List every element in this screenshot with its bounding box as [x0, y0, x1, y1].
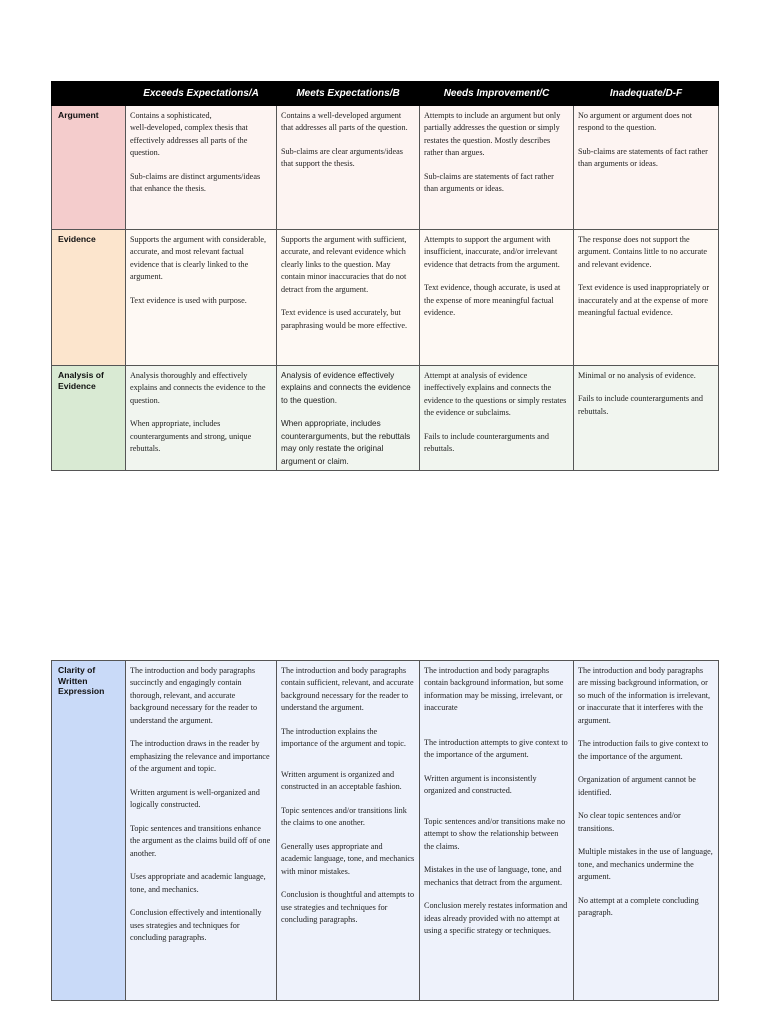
cell-analysis-inadequate: Minimal or no analysis of evidence. Fails to include counterarguments and rebuttals.: [574, 366, 719, 471]
header-exceeds: Exceeds Expectations/A: [126, 82, 277, 106]
cell-evidence-meets: Supports the argument with sufficient, accurate, and relevant evidence which clearly links to the question. May contain minor inaccuracies that do not detract from the argument. Text evidence is used accurately, but paraphrasing would be more effective.: [277, 230, 420, 366]
cell-argument-needs: Attempts to include an argument but only partially addresses the question or simply restates the question. Mostly describes rather than argues. Sub-claims are statements of fact rather than arguments or ideas.: [420, 106, 574, 230]
cell-analysis-meets: Analysis of evidence effectively explains and connects the evidence to the question. When appropriate, includes counterarguments, but the rebuttals may only restate the original argument or claim.: [277, 366, 420, 471]
header-row: [52, 82, 719, 106]
row-evidence: [52, 230, 719, 366]
row-label-clarity: Clarity of Written Expression: [52, 661, 126, 1001]
row-label-evidence: Evidence: [52, 230, 126, 366]
row-argument: [52, 106, 719, 230]
row-clarity: [52, 661, 719, 1001]
cell-analysis-exceeds: Analysis thoroughly and effectively explains and connects the evidence to the question. When appropriate, includes counterarguments and strong, unique rebuttals.: [126, 366, 277, 471]
cell-clarity-exceeds: The introduction and body paragraphs succinctly and engagingly contain thorough, relevant, and accurate background necessary for the reader to understand the argument. The introduction draws in the reader by emphasizing the relevance and importance of the argument and topic. Written argument is well-organized and logically constructed. Topic sentences and transitions enhance the argument as the claims build off of one another. Uses appropriate and academic language, tone, and mechanics. Conclusion effectively and intentionally uses strategies and techniques for concluding paragraphs.: [126, 661, 277, 1001]
cell-argument-meets: Contains a well-developed argument that addresses all parts of the question. Sub-claims are clear arguments/ideas that support the thesis.: [277, 106, 420, 230]
row-analysis: [52, 366, 719, 471]
cell-argument-inadequate: No argument or argument does not respond to the question. Sub-claims are statements of fact rather than arguments or ideas.: [574, 106, 719, 230]
cell-clarity-needs: The introduction and body paragraphs contain background information, but some information may be missing, irrelevant, or inaccurate The introduction attempts to give context to the importance of the argument. Written argument is inconsistently organized and constructed. Topic sentences and/or transitions make no attempt to show the relationship between the claims. Mistakes in the use of language, tone, and mechanics that detract from the argument. Conclusion merely restates information and ideas already provided with no attempt at using a specific strategy or techniques.: [420, 661, 574, 1001]
row-label-analysis: Analysis of Evidence: [52, 366, 126, 471]
cell-clarity-inadequate: The introduction and body paragraphs are missing background information, or so much of the information is irrelevant, or inaccurate that it interferes with the argument. The introduction fails to give context to the importance of the argument. Organization of argument cannot be identified. No clear topic sentences and/or transitions. Multiple mistakes in the use of language, tone, and mechanics undermine the argument. No attempt at a complete concluding paragraph.: [574, 661, 719, 1001]
cell-argument-exceeds: Contains a sophisticated, well-developed, complex thesis that effectively addresses all parts of the question. Sub-claims are distinct arguments/ideas that enhance the thesis.: [126, 106, 277, 230]
rubric-table-bottom: [51, 660, 719, 1001]
header-inadequate: Inadequate/D-F: [574, 82, 719, 106]
row-label-argument: Argument: [52, 106, 126, 230]
header-corner: [52, 82, 126, 106]
header-meets: Meets Expectations/B: [277, 82, 420, 106]
cell-evidence-inadequate: The response does not support the argument. Contains little to no accurate and relevant evidence. Text evidence is used inappropriately or inaccurately and at the expense of more meaningful factual evidence.: [574, 230, 719, 366]
rubric-table-top: [51, 81, 719, 471]
header-needs-improvement: Needs Improvement/C: [420, 82, 574, 106]
cell-analysis-needs: Attempt at analysis of evidence ineffectively explains and connects the evidence to the questions or simply restates the evidence or subclaims. Fails to include counterarguments and rebuttals.: [420, 366, 574, 471]
cell-clarity-meets: The introduction and body paragraphs contain sufficient, relevant, and accurate background necessary for the reader to understand the argument. The introduction explains the importance of the argument and topic. Written argument is organized and constructed in an acceptable fashion. Topic sentences and/or transitions link the claims to one another. Generally uses appropriate and academic language, tone, and mechanics with minor mistakes. Conclusion is thoughtful and attempts to use strategies and techniques for concluding paragraphs.: [277, 661, 420, 1001]
cell-evidence-needs: Attempts to support the argument with insufficient, inaccurate, and/or irrelevant evidence that detracts from the argument. Text evidence, though accurate, is used at the expense of more meaningful factual evidence.: [420, 230, 574, 366]
cell-evidence-exceeds: Supports the argument with considerable, accurate, and most relevant factual evidence that is clearly linked to the argument. Text evidence is used with purpose.: [126, 230, 277, 366]
